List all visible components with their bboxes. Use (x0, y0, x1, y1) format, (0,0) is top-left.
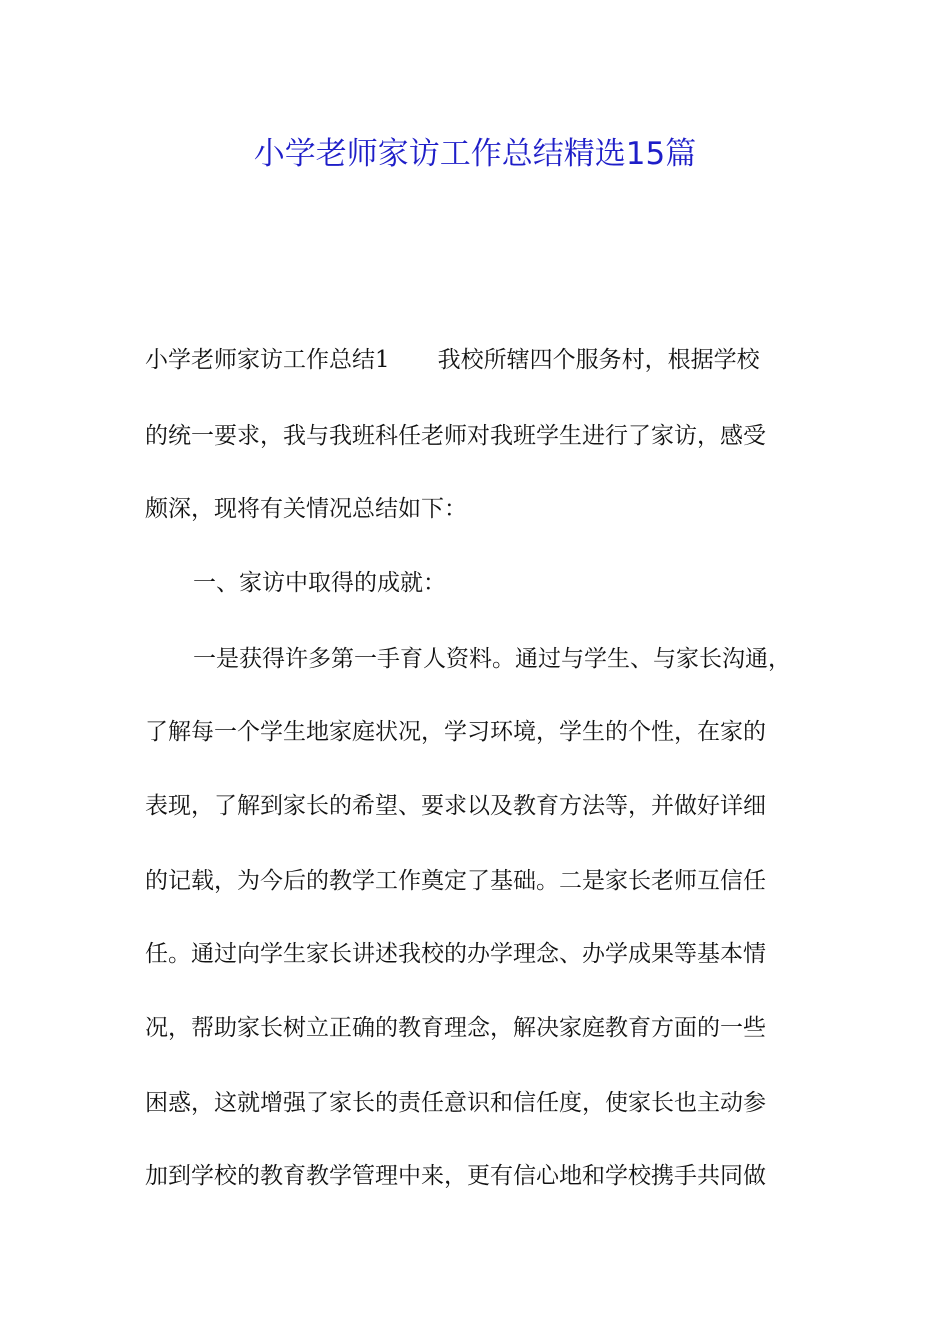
body-line-5: 一是获得许多第一手育人资料。通过与学生、与家长沟通， (193, 646, 791, 672)
body-line-12: 加到学校的教育教学管理中来，更有信心地和学校携手共同做 (145, 1163, 766, 1189)
body-line-9: 任。通过向学生家长讲述我校的办学理念、办学成果等基本情 (145, 941, 766, 967)
subheading-achievements: 一、家访中取得的成就： (193, 570, 446, 596)
body-line-1-text: 我校所辖四个服务村，根据学校 (437, 347, 760, 373)
body-line-6: 了解每一个学生地家庭状况，学习环境，学生的个性，在家的 (145, 719, 766, 745)
body-line-10: 况，帮助家长树立正确的教育理念，解决家庭教育方面的一些 (145, 1015, 766, 1041)
body-line-1 (145, 338, 815, 382)
body-line-7: 表现，了解到家长的希望、要求以及教育方法等，并做好详细 (145, 793, 766, 819)
document-title: 小学老师家访工作总结精选15篇 (253, 136, 697, 172)
body-line-3: 颇深，现将有关情况总结如下： (145, 496, 467, 522)
body-line-2: 的统一要求，我与我班科任老师对我班学生进行了家访，感受 (145, 423, 766, 449)
body-line-8: 的记载，为今后的教学工作奠定了基础。二是家长老师互信任 (145, 868, 766, 894)
section-heading: 小学老师家访工作总结1 (145, 347, 390, 373)
body-line-11: 困惑，这就增强了家长的责任意识和信任度，使家长也主动参 (145, 1090, 766, 1116)
